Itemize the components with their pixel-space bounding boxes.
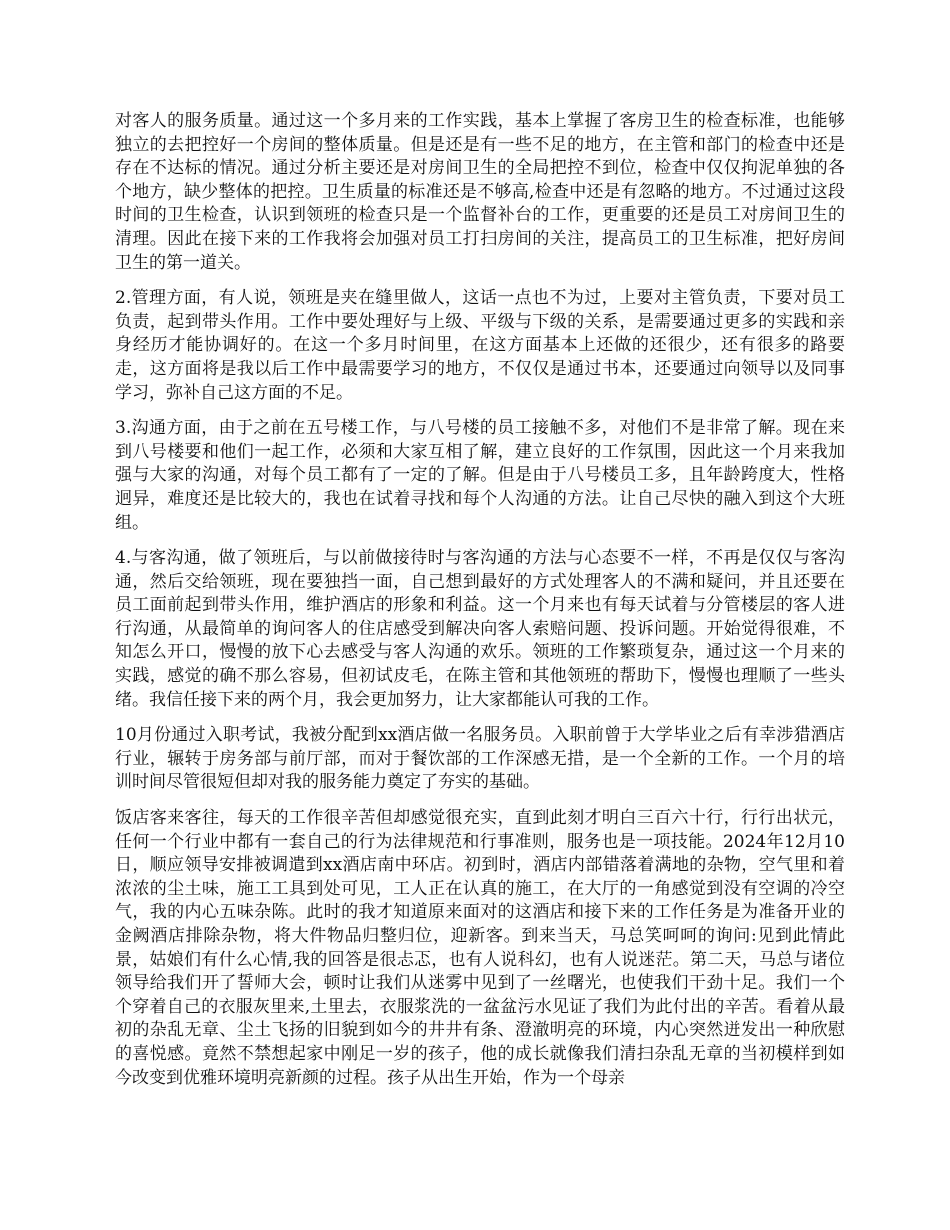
- paragraph-management: 2.管理方面，有人说，领班是夹在缝里做人，这话一点也不为过，上要对主管负责，下要对员工负责，起到带头作用。工作中要处理好与上级、平级与下级的关系，是需要通过更多的实践和亲身经历才能协调好的。在这一个多月时间里，在这方面基本上还做的还很少，还有很多的路要走，这方面将是我以后工作中最需要学习的地方，不仅仅是通过书本，还要通过向领导以及同事学习，弥补自己这方面的不足。: [115, 288, 845, 403]
- paragraph-communication: 3.沟通方面，由于之前在五号楼工作，与八号楼的员工接触不多，对他们不是非常了解。现在来到八号楼要和他们一起工作，必须和大家互相了解，建立良好的工作氛围，因此这一个月来我加强与大家的沟通，对每个员工都有了一定的了解。但是由于八号楼员工多，且年龄跨度大，性格迥异，难度还是比较大的，我也在试着寻找和每个人沟通的方法。让自己尽快的融入到这个大班组。: [115, 418, 845, 533]
- paragraph-guest-communication: 4.与客沟通，做了领班后，与以前做接待时与客沟通的方法与心态要不一样，不再是仅仅与客沟通，然后交给领班，现在要独挡一面，自己想到最好的方式处理客人的不满和疑问，并且还要在员工面前起到带头作用，维护酒店的形象和利益。这一个月来也有每天试着与分管楼层的客人进行沟通，从最简单的询问客人的住店感受到解决向客人索赔问题、投诉问题。开始觉得很难，不知怎么开口，慢慢的放下心去感受与客人沟通的欢乐。领班的工作繁琐复杂，通过这一个月来的实践，感觉的确不那么容易，但初试皮毛，在陈主管和其他领班的帮助下，慢慢也理顺了一些头绪。我信任接下来的两个月，我会更加努力，让大家都能认可我的工作。: [115, 548, 845, 710]
- paragraph-hotel-work-experience: 饭店客来客往，每天的工作很辛苦但却感觉很充实，直到此刻才明白三百六十行，行行出状元，任何一个行业中都有一套自己的行为法律规范和行事准则，服务也是一项技能。2024年12月10日，顺应领导安排被调遣到xx酒店南中环店。初到时，酒店内部错落着满地的杂物，空气里和着浓浓的尘土味，施工工具到处可见，工人正在认真的施工，在大厅的一角感觉到没有空调的冷空气，我的内心五味杂陈。此时的我才知道原来面对的这酒店和接下来的工作任务是为准备开业的金阙酒店排除杂物，将大件物品归整归位，迎新客。到来当天，马总笑呵呵的询问:见到此情此景，姑娘们有什么心情,我的回答是很忐忑，也有人说科幻，也有人说迷茫。第二天，马总与诸位领导给我们开了誓师大会，顿时让我们从迷雾中见到了一丝曙光，也使我们干劲十足。我们一个个穿着自己的衣服灰里来,土里去，衣服浆洗的一盆盆污水见证了我们为此付出的辛苦。看着从最初的杂乱无章、尘土飞扬的旧貌到如今的井井有条、澄澈明亮的环境，内心突然迸发出一种欣慰的喜悦感。竟然不禁想起家中刚足一岁的孩子，他的成长就像我们清扫杂乱无章的当初模样到如今改变到优雅环境明亮新颜的过程。孩子从出生开始，作为一个母亲: [115, 808, 845, 1088]
- paragraph-room-hygiene: 对客人的服务质量。通过这一个多月来的工作实践，基本上掌握了客房卫生的检查标准，也能够独立的去把控好一个房间的整体质量。但是还是有一些不足的地方，在主管和部门的检查中还是存在不达标的情况。通过分析主要还是对房间卫生的全局把控不到位，检查中仅仅拘泥单独的各个地方，缺少整体的把控。卫生质量的标准还是不够高,检查中还是有忽略的地方。不过通过这段时间的卫生检查，认识到领班的检查只是一个监督补台的工作，更重要的还是员工对房间卫生的清理。因此在接下来的工作我将会加强对员工打扫房间的关注，提高员工的卫生标准，把好房间卫生的第一道关。: [115, 111, 845, 273]
- document-body: [115, 110, 845, 1102]
- paragraph-october-training: 10月份通过入职考试，我被分配到xx酒店做一名服务员。入职前曾于大学毕业之后有幸涉猎酒店行业，辗转于房务部与前厅部，而对于餐饮部的工作深感无措，是一个全新的工作。一个月的培训时间尽管很短但却对我的服务能力奠定了夯实的基础。: [115, 725, 845, 793]
